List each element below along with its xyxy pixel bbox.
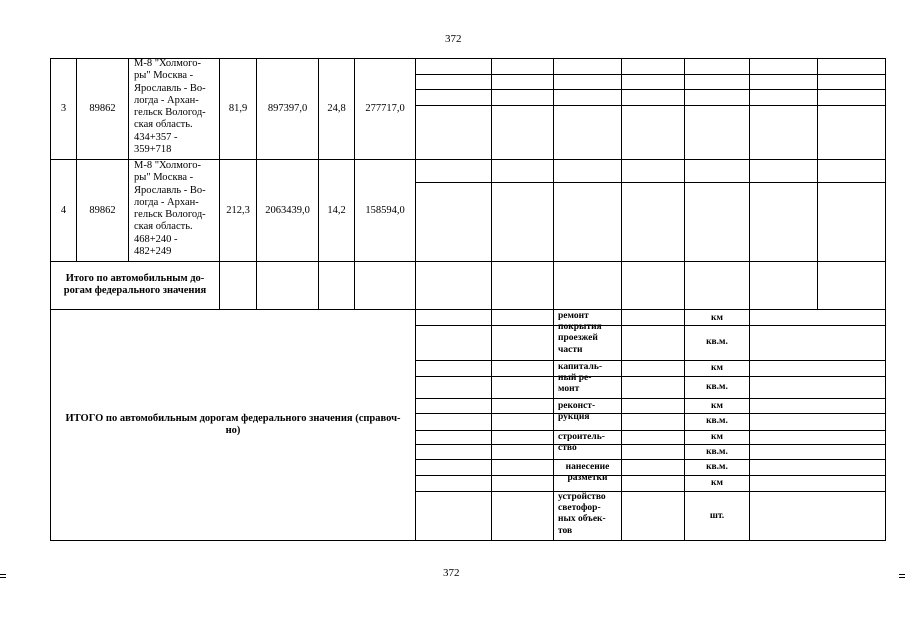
work-type-line: проезжей (558, 333, 598, 344)
work-type-line: рукция (558, 412, 590, 423)
work-type-line: покрытия (558, 322, 602, 333)
road-line: 434+357 - (134, 131, 178, 143)
road-line: гельск Вологод- (134, 107, 206, 119)
scan-mark (899, 574, 905, 575)
total-line: ИТОГО по автомобильным дорогам федерального значения (справоч- (65, 413, 401, 424)
road-line: логда - Архан- (134, 196, 199, 208)
unit-label: км (711, 478, 723, 488)
row4-length: 212,3 (226, 205, 250, 216)
work-type-line: нанесение (565, 462, 610, 472)
row3-road-name (134, 58, 219, 156)
subtotal-label (51, 273, 219, 298)
subtotal-line: рогам федерального значения (63, 285, 207, 297)
row4-value2: 14,2 (327, 205, 346, 216)
work-type-capital-repair (558, 362, 622, 396)
work-type-line: ный ре- (558, 373, 592, 384)
scan-mark (899, 577, 905, 578)
road-line: гельск Вологод- (134, 209, 206, 221)
road-line: ская область. (134, 119, 193, 131)
row3-length: 81,9 (228, 103, 248, 114)
total-label (52, 413, 414, 438)
road-line: ры" Москва - (134, 172, 194, 184)
unit-label: км (711, 363, 723, 373)
road-line: логда - Архан- (134, 94, 199, 106)
work-type-line: ных объек- (558, 514, 606, 525)
unit-label: км (711, 432, 723, 442)
road-line: Ярославль - Во- (134, 184, 206, 196)
road-line: ская область. (134, 221, 193, 233)
row3-number: 3 (60, 103, 67, 114)
row4-value1: 2063439,0 (265, 205, 310, 216)
road-line: Ярославль - Во- (134, 82, 206, 94)
unit-label: кв.м. (706, 337, 728, 347)
unit-label: шт. (709, 511, 725, 521)
work-type-line: ремонт (558, 311, 589, 321)
unit-label: кв.м. (706, 416, 728, 426)
scan-mark (0, 577, 6, 578)
work-type-construction (558, 432, 622, 454)
subtotal-line: Итого по автомобильным до- (65, 273, 205, 284)
row3-code: 89862 (89, 103, 116, 114)
road-line: 482+249 (134, 246, 172, 258)
work-type-marking (554, 462, 621, 484)
page-number-top: 372 (445, 33, 462, 45)
scan-mark (0, 574, 6, 575)
work-type-line: разметки (567, 473, 608, 484)
road-line: М-8 "Холмого- (134, 160, 201, 171)
row4-road-name (134, 160, 219, 258)
row4-value3: 158594,0 (365, 205, 405, 216)
row4-number: 4 (60, 205, 67, 216)
road-line: 359+718 (134, 144, 172, 156)
unit-label: кв.м. (706, 382, 728, 392)
total-line: но) (225, 425, 241, 437)
work-type-line: светофор- (558, 503, 601, 514)
work-type-line: монт (558, 384, 580, 395)
work-type-line: тов (558, 525, 573, 536)
row3-value1: 897397,0 (267, 103, 308, 114)
row3-value2: 24,8 (327, 103, 346, 114)
road-line: ры" Москва - (134, 70, 194, 82)
work-type-line: реконст- (558, 401, 596, 411)
unit-label: кв.м. (706, 447, 728, 457)
work-type-repair (558, 311, 622, 356)
work-type-line: капиталь- (558, 362, 603, 372)
row3-value3: 277717,0 (365, 103, 405, 114)
work-type-line: части (558, 344, 583, 355)
work-type-line: ство (558, 443, 577, 454)
unit-label: км (711, 313, 723, 323)
road-line: 468+240 - (134, 233, 178, 245)
work-type-line: устройство (558, 492, 606, 502)
unit-label: км (711, 401, 723, 411)
work-type-reconstruction (558, 401, 622, 423)
work-type-traffic-lights (558, 492, 622, 537)
road-line: М-8 "Холмого- (134, 58, 201, 69)
page-number-bottom: 372 (443, 567, 460, 579)
row4-code: 89862 (89, 205, 116, 216)
work-type-line: строитель- (558, 432, 605, 442)
unit-label: кв.м. (706, 462, 728, 472)
